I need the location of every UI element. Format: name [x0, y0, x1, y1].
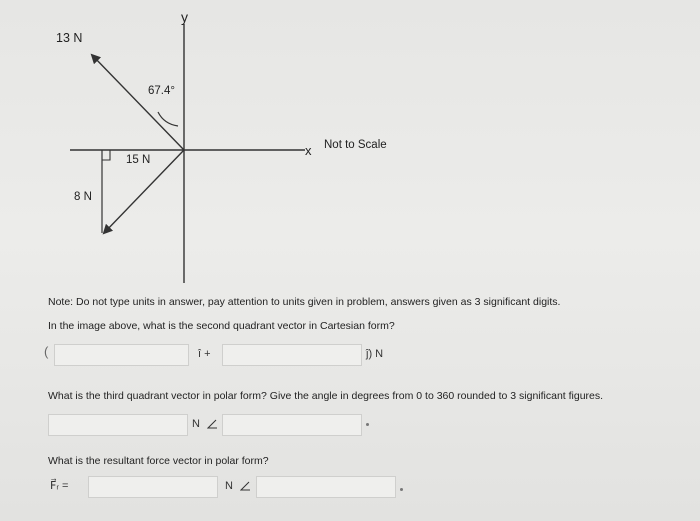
q1-open-paren: ( — [44, 344, 49, 359]
right-angle-marker — [102, 150, 110, 160]
q3-angle-icon — [240, 481, 250, 491]
angle-arc — [158, 112, 178, 126]
y-axis-label: y — [181, 9, 188, 25]
q1-i-hat-label: î + — [198, 348, 211, 360]
x-axis-label: x — [305, 143, 312, 158]
q2-unit-label: N — [192, 418, 200, 430]
question-2-text: What is the third quadrant vector in polar form? Give the angle in degrees from 0 to 360 rounded to 3 significant figures. — [48, 390, 604, 402]
question-3-text: What is the resultant force vector in polar form? — [48, 455, 269, 467]
vector-15n-label: 15 N — [126, 154, 151, 166]
q2-angle-input[interactable] — [222, 414, 362, 436]
q3-resultant-label: F⃗ᵣ = — [50, 480, 69, 492]
q2-degree-mark — [366, 423, 369, 426]
instructions-note: Note: Do not type units in answer, pay attention to units given in problem, answers given as 3 significant digits. — [48, 296, 561, 308]
vector-13n-arrow — [92, 55, 184, 150]
q3-unit-label: N — [225, 480, 233, 492]
q1-j-component-input[interactable] — [222, 344, 362, 366]
q3-angle-input[interactable] — [256, 476, 396, 498]
q2-angle-icon — [207, 419, 217, 429]
question-1-text: In the image above, what is the second quadrant vector in Cartesian form? — [48, 320, 395, 332]
q3-degree-mark — [400, 488, 403, 491]
q1-i-component-input[interactable] — [54, 344, 189, 366]
q2-magnitude-input[interactable] — [48, 414, 188, 436]
q3-magnitude-input[interactable] — [88, 476, 218, 498]
vector-8n-label: 8 N — [74, 191, 92, 203]
angle-label: 67.4° — [148, 85, 175, 97]
q1-j-hat-label: ĵ) N — [366, 348, 384, 360]
not-to-scale-label: Not to Scale — [324, 139, 387, 151]
vector-13n-label: 13 N — [56, 31, 83, 45]
